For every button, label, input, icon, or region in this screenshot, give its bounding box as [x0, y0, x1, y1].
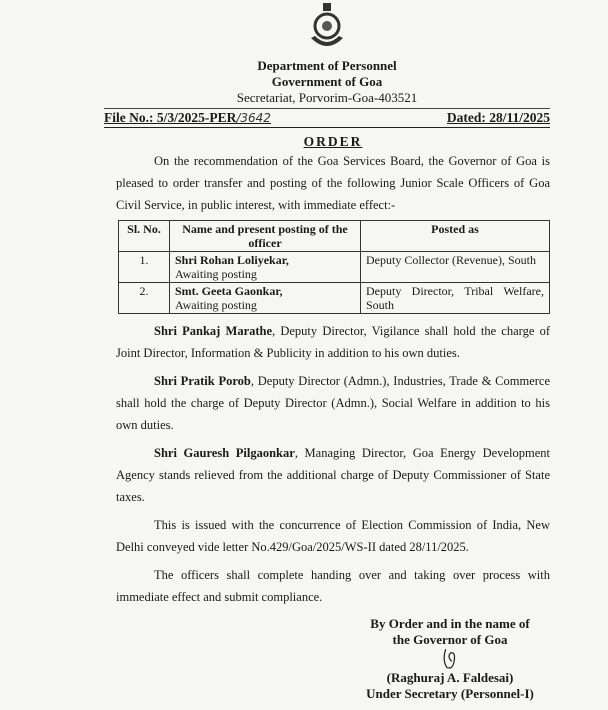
header-posted-as: Posted as [361, 221, 550, 252]
file-number: File No.: 5/3/2025-PER [104, 110, 237, 125]
header-sl-no: Sl. No. [119, 221, 170, 252]
officer-name: Shri Rohan Loliyekar, [175, 253, 289, 267]
order-title: ORDER [303, 134, 363, 149]
posted-as: Deputy Director, Tribal Welfare, South [361, 283, 550, 314]
government-name: Government of Goa [271, 74, 383, 89]
paragraph-gauresh-pilgaonkar [116, 442, 550, 508]
paragraph-compliance: The officers shall complete handing over and taking over process with immediate effect and submit compliance. [116, 568, 550, 604]
signature-scribble-icon [435, 648, 465, 670]
table-header-row [119, 221, 550, 252]
officer-name: Shri Gauresh Pilgaonkar [154, 446, 295, 460]
header-name: Name and present posting of the officer [170, 221, 361, 252]
signatory-name: (Raghuraj A. Faldesai) [386, 670, 514, 685]
paragraph-concurrence: This is issued with the concurrence of Election Commission of India, New Delhi conveyed vide letter No.429/Goa/2025/WS-II dated 28/11/2025. [116, 518, 550, 554]
file-line [104, 108, 550, 128]
signature-line-1: By Order and in the name of [370, 616, 530, 631]
row-sl: 1. [119, 252, 170, 283]
row-sl: 2. [119, 283, 170, 314]
postings-table [118, 220, 550, 314]
paragraph-pankaj-marathe [116, 320, 550, 364]
address: Secretariat, Porvorim-Goa-403521 [236, 90, 418, 105]
posted-as: Deputy Collector (Revenue), South [361, 252, 550, 283]
paragraph-text: , Deputy Director (Admn.), Industries, Trade & Commerce shall hold the charge of Deputy Director (Admn.), Social Welfare in addition to his own duties. [116, 374, 551, 432]
paragraph-text: , Deputy Director, Vigilance shall hold the charge of Joint Director, Information & Publicity in addition to his own duties. [116, 324, 550, 360]
table-row [119, 283, 550, 314]
officer-name: Shri Pankaj Marathe [154, 324, 273, 338]
officer-name: Shri Pratik Porob [154, 374, 251, 388]
signature-block [330, 616, 570, 702]
signatory-designation: Under Secretary (Personnel-I) [366, 686, 534, 701]
signature-line-2: the Governor of Goa [392, 632, 508, 647]
goa-emblem-icon [305, 2, 349, 54]
handwritten-file-number: /3642 [236, 111, 271, 125]
intro-paragraph: On the recommendation of the Goa Services Board, the Governor of Goa is pleased to order transfer and posting of the following Junior Scale Officers of Goa Civil Service, in public interest, with immediate effect:- [116, 154, 550, 212]
paragraph-text: , Managing Director, Goa Energy Development Agency stands relieved from the additional charge of Deputy Commissioner of State taxes. [116, 446, 550, 504]
date: Dated: 28/11/2025 [446, 110, 550, 125]
table-row [119, 252, 550, 283]
officer-name: Smt. Geeta Gaonkar, [175, 284, 283, 298]
present-posting: Awaiting posting [175, 298, 257, 312]
paragraph-pratik-porob [116, 370, 550, 436]
present-posting: Awaiting posting [175, 267, 257, 281]
department-name: Department of Personnel [257, 58, 397, 73]
